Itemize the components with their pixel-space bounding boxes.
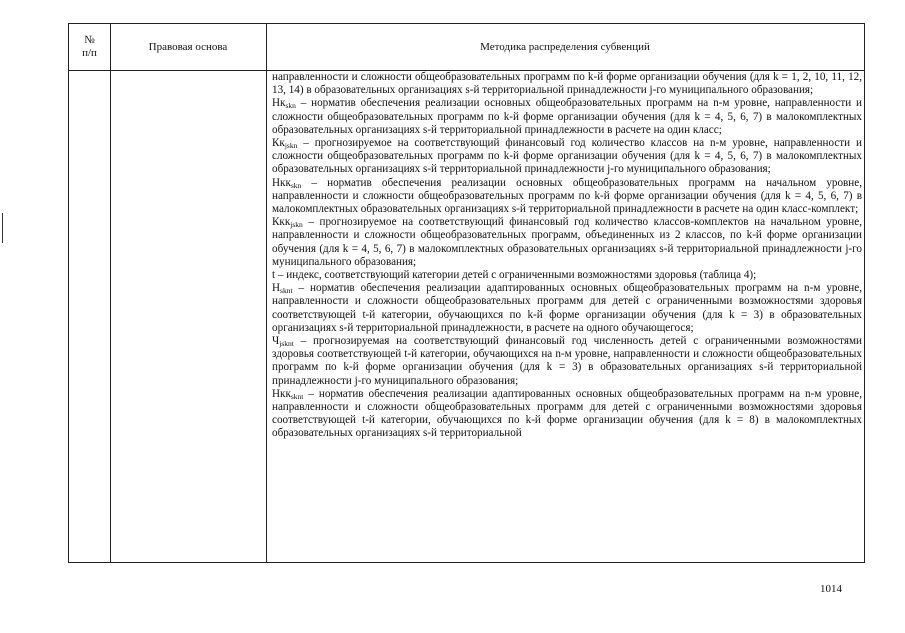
header-number-abbrev: п/п <box>82 47 97 59</box>
header-legal-basis: Правовая основа <box>148 40 228 53</box>
header-methodology: Методика распределения субвенций <box>480 40 650 53</box>
methodology-text <box>272 71 862 441</box>
paragraph-text: Ккк <box>272 216 291 229</box>
methodology-paragraph <box>272 335 862 388</box>
paragraph-text: – норматив обеспечения реализации основных общеобразовательных программ на начальном уровне, направленности и сложности общеобразовательных программ по k-й форме организации обучения (для k = 4, 5, 6, 7) в малокомплектных образовательных организациях s-й территориальной принадлежности в расчете на один класс-комплект; <box>272 176 862 216</box>
paragraph-text: t – индекс, соответствующий категории детей с ограниченными возможностями здоровья (таблица 4); <box>272 269 757 282</box>
paragraph-text: – прогнозируемое на соответствующий финансовый год количество классов на n-м уровне, направленности и сложности общеобразовательных программ по k-й форме организации обучения (для k = 4, 5, 6, 7) в малокомплектных образовательных организациях s-й территориальной принадлежности j-го муниципального образования; <box>272 137 862 176</box>
methodology-table <box>68 23 865 563</box>
column-divider <box>266 24 267 562</box>
methodology-paragraph <box>272 71 862 97</box>
paragraph-text: направленности и сложности общеобразовательных программ по k-й форме организации обучения (для k = 1, 2, 10, 11, 12, 13, 14) в образовательных организациях s-й территориальной принадлежности j-го муниципального образования; <box>272 71 862 97</box>
methodology-paragraph <box>272 216 862 269</box>
scan-margin-mark <box>2 213 3 243</box>
paragraph-text: Нкк <box>272 387 291 400</box>
paragraph-text: – прогнозируемое на соответствующий финансовый год количество классов-комплектов на начальном уровне, направленности и сложности общеобразовательных программ, объединенных из 2 классов, по k-й форме организации обучения (для k = 4, 5, 6, 7) в малокомплектных образовательных организациях s-й территориальной принадлежности j-го муниципального образования; <box>272 216 862 268</box>
header-number-cell <box>69 24 110 70</box>
header-number-symbol: № <box>84 34 95 46</box>
column-divider <box>110 24 111 562</box>
methodology-paragraph <box>272 388 862 441</box>
paragraph-text: – норматив обеспечения реализации адаптированных основных общеобразовательных программ на n-м уровне, направленности и сложности общеобразовательных программ для детей с ограниченными возможностями здоровья соответствующей t-й категории, обучающихся по k-й форме организации обучения (для k = 3) в образовательных организациях s-й территориальной принадлежности, в расчете на одного обучающегося; <box>272 282 862 334</box>
variable-subscript: jskn <box>284 141 298 151</box>
variable-subscript: skn <box>285 101 296 111</box>
variable-subscript: sknt <box>290 391 304 401</box>
variable-subscript: skn <box>290 180 302 190</box>
page-number: 1014 <box>820 583 842 595</box>
methodology-paragraph <box>272 177 862 217</box>
methodology-paragraph <box>272 137 862 177</box>
paragraph-text: – прогнозируемая на соответствующий финансовый год численность детей с ограниченными возможностями здоровья соответствующей t-й категории, обучающихся на n-м уровне, направленности и сложности общеобразовательных программ по k-й форме организации обучения (для k = 3) в образовательных организациях s-й территориальной принадлежности j-го муниципального образования; <box>272 335 862 387</box>
methodology-paragraph <box>272 97 862 137</box>
paragraph-text: Ч <box>272 335 280 348</box>
paragraph-text: Нкк <box>272 176 291 189</box>
paragraph-text: Нк <box>272 97 286 110</box>
paragraph-text: Н <box>272 282 281 295</box>
methodology-paragraph <box>272 282 862 335</box>
variable-subscript: jskn <box>290 220 303 230</box>
methodology-paragraph <box>272 269 862 282</box>
paragraph-text: – норматив обеспечения реализации основных общеобразовательных программ на n-м уровне, направленности и сложности общеобразовательных программ по k-й форме организации обучения (для k = 4, 5, 6, 7) в малокомплектных образовательных организациях s-й территориальной принадлежности в расчете на один класс; <box>272 97 862 136</box>
paragraph-text: Кк <box>272 137 285 150</box>
variable-subscript: sknt <box>280 286 293 296</box>
variable-subscript: jsknt <box>279 339 294 349</box>
paragraph-text: – норматив обеспечения реализации адаптированных основных общеобразовательных программ на n-м уровне, направленности и сложности общеобразовательных программ для детей с ограниченными возможностями здоровья соответствующей t-й категории, обучающихся по k-й форме организации обучения (для k = 8) в малокомплектных образовательных организациях s-й территориальной <box>272 387 862 440</box>
